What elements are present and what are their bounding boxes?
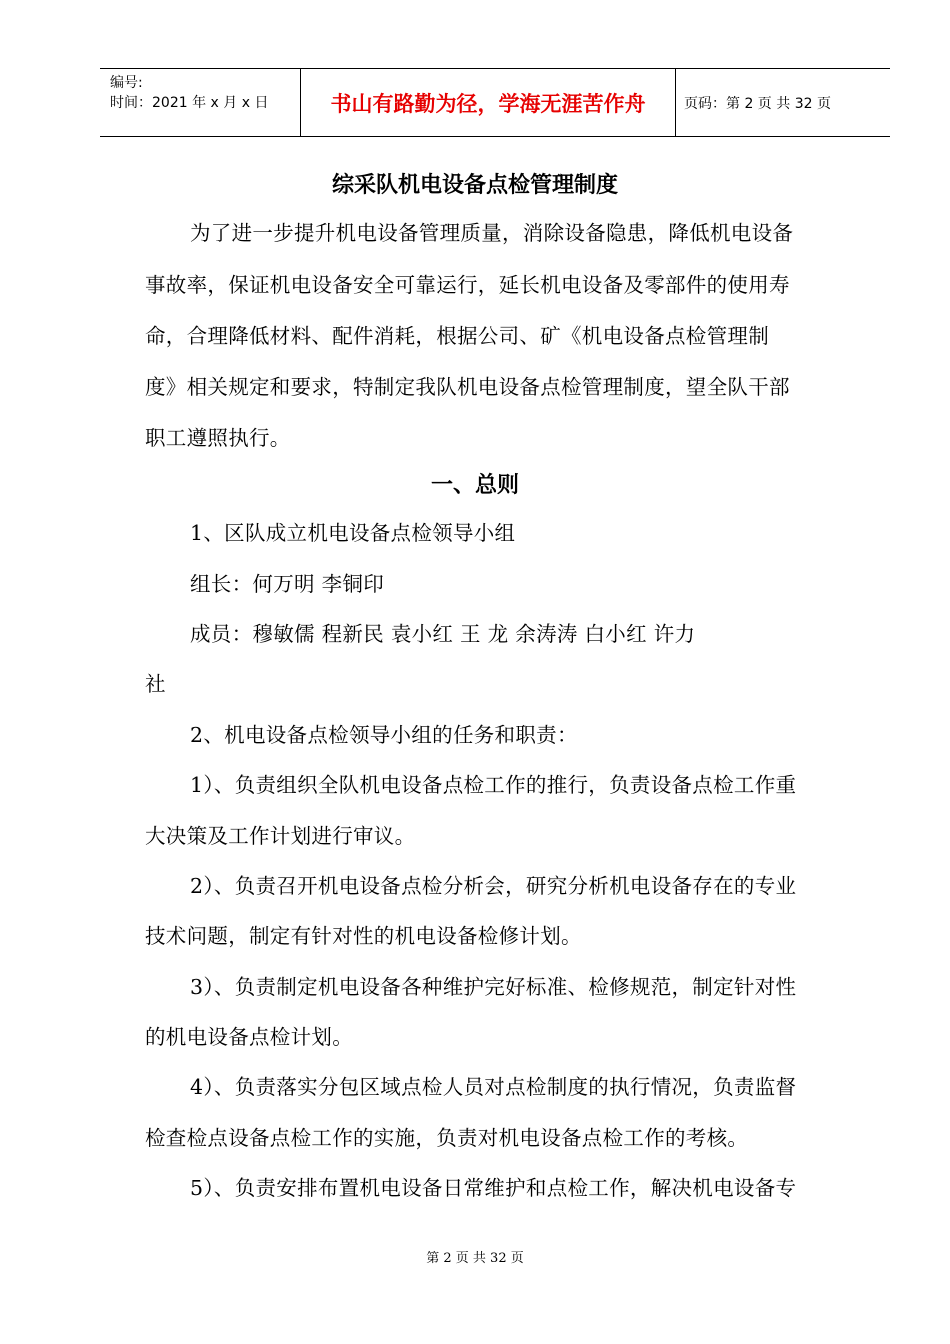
header-meta bbox=[100, 69, 301, 136]
page-header bbox=[100, 68, 890, 137]
body-line: 4）、负责落实分包区域点检人员对点检制度的执行情况，负责监督 bbox=[190, 1075, 797, 1099]
intro-line-3: 命，合理降低材料、配件消耗，根据公司、矿《机电设备点检管理制 bbox=[145, 324, 769, 348]
number-label: 编号: bbox=[110, 75, 143, 91]
page-footer: 第 2 页 共 32 页 bbox=[426, 1251, 524, 1266]
intro-line-2: 事故率，保证机电设备安全可靠运行，延长机电设备及零部件的使用寿 bbox=[145, 273, 790, 297]
intro-line-4: 度》相关规定和要求，特制定我队机电设备点检管理制度，望全队干部 bbox=[145, 375, 790, 399]
intro-line-1: 为了进一步提升机电设备管理质量，消除设备隐患，降低机电设备 bbox=[190, 221, 794, 245]
section-heading: 一、总则 bbox=[430, 473, 519, 498]
body-line: 5）、负责安排布置机电设备日常维护和点检工作，解决机电设备专 bbox=[190, 1176, 797, 1200]
time-label: 时间：2021 年 x 月 x 日 bbox=[110, 95, 269, 111]
body-line: 社 bbox=[145, 672, 166, 696]
body-line: 组长：何万明 李铜印 bbox=[190, 572, 385, 596]
body-line: 2）、负责召开机电设备点检分析会，研究分析机电设备存在的专业 bbox=[190, 874, 797, 898]
header-motto: 书山有路勤为径，学海无涯苦作舟 bbox=[301, 69, 676, 136]
body-line: 检查检点设备点检工作的实施，负责对机电设备点检工作的考核。 bbox=[145, 1126, 749, 1150]
intro-line-5: 职工遵照执行。 bbox=[145, 426, 291, 450]
body-line: 1）、负责组织全队机电设备点检工作的推行，负责设备点检工作重 bbox=[190, 773, 797, 797]
body-line: 大决策及工作计划进行审议。 bbox=[145, 824, 416, 848]
document-title: 综采队机电设备点检管理制度 bbox=[331, 173, 618, 198]
body-line: 技术问题，制定有针对性的机电设备检修计划。 bbox=[145, 924, 582, 948]
body-line: 2、机电设备点检领导小组的任务和职责： bbox=[190, 723, 578, 747]
body-line: 1、区队成立机电设备点检领导小组 bbox=[190, 521, 516, 545]
body-line: 的机电设备点检计划。 bbox=[145, 1025, 353, 1049]
header-page-info: 页码：第 2 页 共 32 页 bbox=[684, 95, 831, 112]
body-line: 3）、负责制定机电设备各种维护完好标准、检修规范，制定针对性 bbox=[190, 975, 797, 999]
body-line: 成员：穆敏儒 程新民 袁小红 王 龙 余涛涛 白小红 许力 bbox=[190, 622, 696, 646]
